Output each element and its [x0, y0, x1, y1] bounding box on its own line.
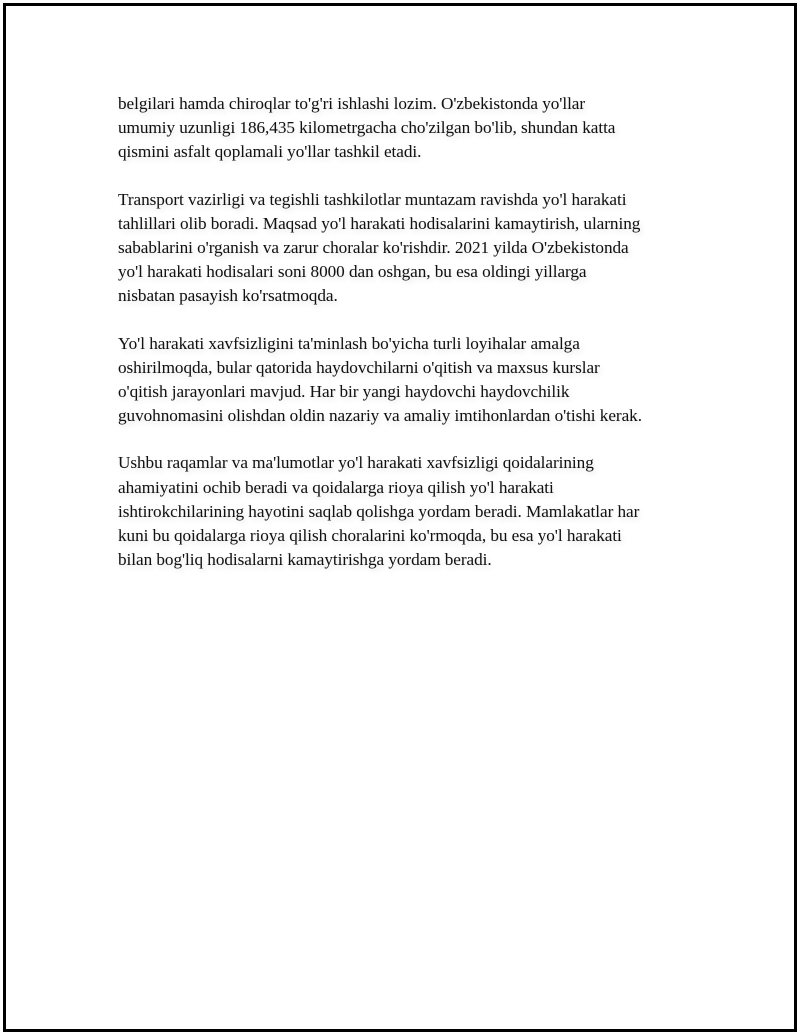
paragraph-4	[118, 451, 708, 572]
text-line: yo'l harakati hodisalari soni 8000 dan oshgan, bu esa oldingi yillarga	[118, 262, 587, 282]
text-line: guvohnomasini olishdan oldin nazariy va amaliy imtihonlardan o'tishi kerak.	[118, 406, 642, 426]
text-line: Transport vazirligi va tegishli tashkilotlar muntazam ravishda yo'l harakati	[118, 189, 627, 209]
text-line: qismini asfalt qoplamali yo'llar tashkil etadi.	[118, 142, 422, 162]
document-body	[118, 92, 708, 595]
text-line: sabablarini o'rganish va zarur choralar ko'rishdir. 2021 yilda O'zbekistonda	[118, 238, 629, 258]
text-line: oshirilmoqda, bular qatorida haydovchilarni o'qitish va maxsus kurslar	[118, 357, 600, 377]
document-page	[3, 3, 797, 1032]
paragraph-2	[118, 188, 708, 309]
paragraph-3	[118, 332, 708, 429]
text-line: umumiy uzunligi 186,435 kilometrgacha cho'zilgan bo'lib, shundan katta	[118, 118, 616, 138]
paragraph-1	[118, 92, 708, 165]
text-line: o'qitish jarayonlari mavjud. Har bir yangi haydovchi haydovchilik	[118, 382, 570, 402]
text-line: bilan bog'liq hodisalarni kamaytirishga yordam beradi.	[118, 550, 492, 570]
text-line: ishtirokchilarining hayotini saqlab qolishga yordam beradi. Mamlakatlar har	[118, 501, 640, 521]
text-line: belgilari hamda chiroqlar to'g'ri ishlashi lozim. O'zbekistonda yo'llar	[118, 94, 586, 113]
text-line: nisbatan pasayish ko'rsatmoqda.	[118, 286, 338, 306]
text-line: tahlillari olib boradi. Maqsad yo'l harakati hodisalarini kamaytirish, ularning	[118, 213, 641, 233]
text-line: kuni bu qoidalarga rioya qilish choralarini ko'rmoqda, bu esa yo'l harakati	[118, 526, 622, 546]
text-line: Ushbu raqamlar va ma'lumotlar yo'l harakati xavfsizligi qoidalarining	[118, 453, 594, 473]
text-line: Yo'l harakati xavfsizligini ta'minlash bo'yicha turli loyihalar amalga	[118, 333, 580, 353]
text-line: ahamiyatini ochib beradi va qoidalarga rioya qilish yo'l harakati	[118, 477, 554, 497]
